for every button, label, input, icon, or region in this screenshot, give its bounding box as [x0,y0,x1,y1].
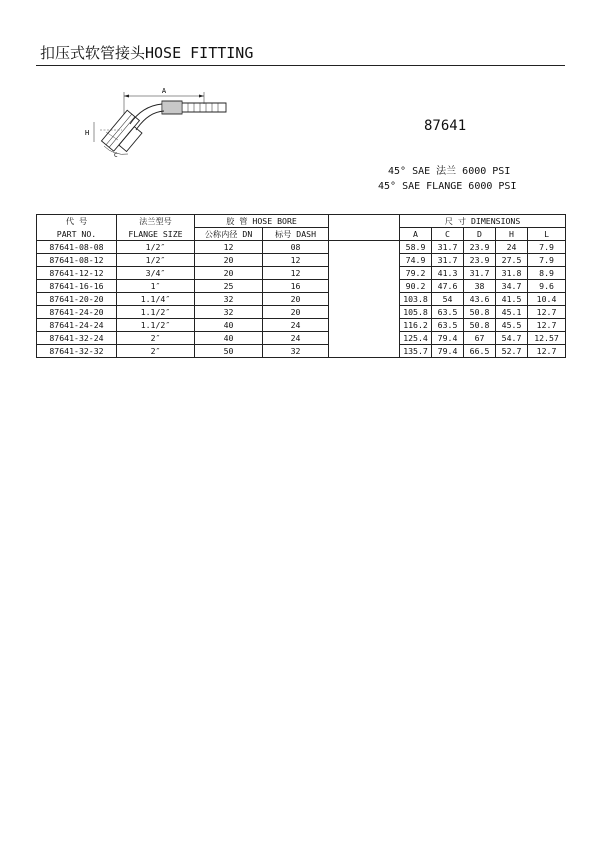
cell-part-no: 87641-32-24 [37,332,117,345]
dimension-c-label: C [114,152,118,159]
table-row [37,293,566,306]
dimension-h-label: H [85,129,90,137]
spec-english: 45° SAE FLANGE 6000 PSI [378,181,517,192]
cell-hose-dash: 20 [263,293,329,306]
cell-dim-l: 10.4 [528,293,566,306]
cell-dim-h: 27.5 [496,254,528,267]
table-row [37,319,566,332]
cell-dim-a: 79.2 [400,267,432,280]
cell-dim-l: 9.6 [528,280,566,293]
part-number: 87641 [424,118,467,134]
cell-hose-dash: 24 [263,319,329,332]
cell-dim-c: 63.5 [432,319,464,332]
cell-dim-a: 105.8 [400,306,432,319]
cell-blank [329,332,400,345]
cell-dim-l: 7.9 [528,241,566,254]
cell-hose-dn: 50 [195,345,263,358]
col-header-hose-dn: 公称内径 DN [195,228,263,241]
cell-dim-a: 135.7 [400,345,432,358]
cell-blank [329,254,400,267]
cell-part-no: 87641-20-20 [37,293,117,306]
cell-hose-dn: 25 [195,280,263,293]
cell-dim-c: 54 [432,293,464,306]
cell-dim-a: 103.8 [400,293,432,306]
col-header-dims-group: 尺 寸 DIMENSIONS [400,215,566,228]
col-header-blank [329,215,400,228]
col-header-dim-c: C [432,228,464,241]
cell-dim-c: 47.6 [432,280,464,293]
cell-dim-h: 24 [496,241,528,254]
cell-flange-size: 1/2″ [117,241,195,254]
cell-dim-a: 58.9 [400,241,432,254]
header-divider [36,65,565,66]
cell-dim-d: 31.7 [464,267,496,280]
cell-part-no: 87641-16-16 [37,280,117,293]
cell-flange-size: 1.1/4″ [117,293,195,306]
cell-dim-c: 31.7 [432,254,464,267]
cell-dim-h: 52.7 [496,345,528,358]
cell-hose-dash: 32 [263,345,329,358]
cell-part-no: 87641-32-32 [37,345,117,358]
cell-hose-dn: 40 [195,332,263,345]
cell-hose-dash: 12 [263,254,329,267]
col-header-blank-2 [329,228,400,241]
table-row [37,254,566,267]
cell-hose-dash: 16 [263,280,329,293]
cell-flange-size: 2″ [117,345,195,358]
table-subheader-row [37,228,566,241]
cell-blank [329,306,400,319]
table-header-row [37,215,566,228]
table-row [37,267,566,280]
cell-hose-dn: 12 [195,241,263,254]
table-row [37,332,566,345]
cell-hose-dn: 32 [195,293,263,306]
cell-dim-d: 38 [464,280,496,293]
cell-dim-h: 45.5 [496,319,528,332]
cell-dim-l: 7.9 [528,254,566,267]
cell-dim-d: 66.5 [464,345,496,358]
table-row [37,345,566,358]
cell-flange-size: 1.1/2″ [117,306,195,319]
cell-dim-d: 67 [464,332,496,345]
dimension-a-label: A [161,87,167,95]
cell-hose-dn: 32 [195,306,263,319]
cell-dim-h: 41.5 [496,293,528,306]
cell-flange-size: 1.1/2″ [117,319,195,332]
cell-blank [329,241,400,254]
col-header-code-cn: 代 号 [37,215,117,228]
col-header-dim-l: L [528,228,566,241]
cell-hose-dn: 20 [195,267,263,280]
cell-dim-h: 45.1 [496,306,528,319]
col-header-dim-d: D [464,228,496,241]
cell-dim-c: 63.5 [432,306,464,319]
cell-blank [329,267,400,280]
cell-dim-a: 116.2 [400,319,432,332]
cell-hose-dash: 12 [263,267,329,280]
cell-part-no: 87641-12-12 [37,267,117,280]
col-header-hose-dash: 标号 DASH [263,228,329,241]
cell-dim-c: 79.4 [432,332,464,345]
cell-dim-l: 12.7 [528,345,566,358]
cell-hose-dash: 24 [263,332,329,345]
col-header-dim-a: A [400,228,432,241]
cell-dim-d: 23.9 [464,241,496,254]
cell-dim-h: 34.7 [496,280,528,293]
cell-flange-size: 1/2″ [117,254,195,267]
cell-blank [329,293,400,306]
cell-blank [329,319,400,332]
cell-dim-d: 23.9 [464,254,496,267]
cell-dim-h: 31.8 [496,267,528,280]
dimensions-table [36,214,566,358]
cell-hose-dn: 40 [195,319,263,332]
cell-hose-dash: 08 [263,241,329,254]
table-row [37,241,566,254]
cell-flange-size: 3/4″ [117,267,195,280]
cell-dim-a: 74.9 [400,254,432,267]
cell-dim-c: 31.7 [432,241,464,254]
cell-dim-c: 41.3 [432,267,464,280]
cell-dim-l: 12.7 [528,319,566,332]
cell-blank [329,345,400,358]
cell-part-no: 87641-24-24 [37,319,117,332]
cell-hose-dash: 20 [263,306,329,319]
cell-hose-dn: 20 [195,254,263,267]
cell-dim-a: 90.2 [400,280,432,293]
cell-part-no: 87641-24-20 [37,306,117,319]
cell-dim-d: 50.8 [464,306,496,319]
cell-flange-size: 1″ [117,280,195,293]
cell-dim-l: 8.9 [528,267,566,280]
cell-part-no: 87641-08-12 [37,254,117,267]
cell-dim-d: 43.6 [464,293,496,306]
spec-chinese: 45° SAE 法兰 6000 PSI [388,166,511,177]
cell-dim-c: 79.4 [432,345,464,358]
col-header-code-en: PART NO. [37,228,117,241]
cell-flange-size: 2″ [117,332,195,345]
col-header-flange-cn: 法兰型号 [117,215,195,228]
col-header-flange-en: FLANGE SIZE [117,228,195,241]
table-row [37,280,566,293]
page-title: 扣压式软管接头HOSE FITTING [40,44,254,62]
cell-dim-l: 12.57 [528,332,566,345]
cell-part-no: 87641-08-08 [37,241,117,254]
cell-blank [329,280,400,293]
col-header-dim-h: H [496,228,528,241]
fitting-drawing [80,84,290,194]
cell-dim-l: 12.7 [528,306,566,319]
col-header-hose-group: 胶 管 HOSE BORE [195,215,329,228]
table-row [37,306,566,319]
cell-dim-d: 50.8 [464,319,496,332]
cell-dim-a: 125.4 [400,332,432,345]
cell-dim-h: 54.7 [496,332,528,345]
